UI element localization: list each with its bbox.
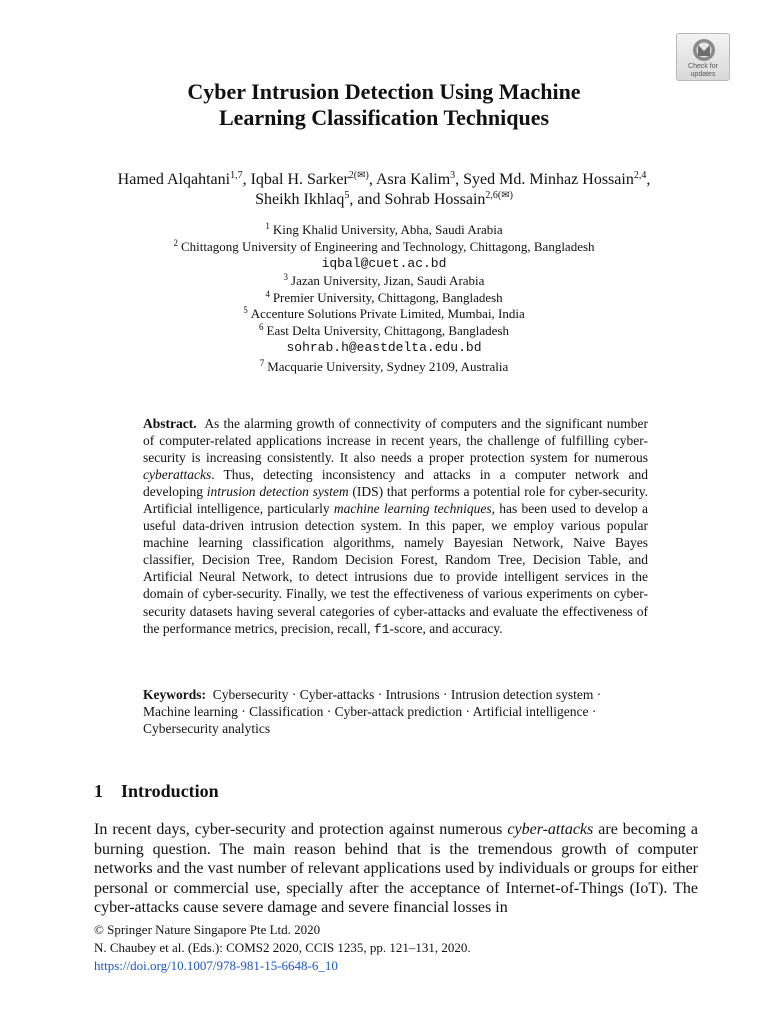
section-number: 1 — [94, 781, 103, 801]
affiliation-email[interactable]: iqbal@cuet.ac.bd — [321, 256, 447, 271]
keywords — [143, 686, 648, 737]
author-name: Sheikh Ikhlaq — [255, 191, 345, 208]
author-name: Asra Kalim — [375, 171, 451, 188]
author-name: Iqbal H. Sarker — [250, 171, 349, 188]
author-name: Syed Md. Minhaz Hossain — [463, 171, 634, 188]
affiliation-text: Premier University, Chittagong, Bangladesh — [272, 290, 503, 305]
affiliation — [84, 239, 684, 255]
affiliation — [84, 306, 684, 322]
abstract-emphasis: machine learning techniques — [333, 501, 492, 517]
affiliation-email[interactable]: sohrab.h@eastdelta.edu.bd — [286, 340, 482, 355]
intro-emphasis: cyber-attacks — [507, 821, 594, 838]
paper-title-line-1: Cyber Intrusion Detection Using Machine — [187, 79, 581, 104]
check-for-updates-badge[interactable] — [676, 33, 730, 81]
author-list-line-2: Sheikh Ikhlaq$^5$, and Sohrab Hossain$^{2,6(✉)}$ — [255, 190, 513, 208]
abstract-label: Abstract. — [143, 416, 197, 431]
paper-title-line-2: Learning Classification Techniques — [218, 105, 550, 130]
crossmark-icon — [690, 37, 718, 63]
author-affiliation-marker: 1,7 — [230, 170, 243, 181]
author-name: Sohrab Hossain — [384, 191, 486, 208]
author-affiliation-marker: 2,6(✉) — [485, 190, 513, 201]
affiliation-text: Jazan University, Jizan, Saudi Arabia — [291, 273, 485, 288]
keywords-label: Keywords: — [143, 687, 206, 702]
affiliation-number: 3 — [283, 272, 289, 282]
author-affiliation-marker: 2(✉) — [348, 170, 369, 181]
affiliation — [84, 323, 684, 339]
abstract-text: -score, and accuracy. — [389, 620, 503, 636]
section-title: Introduction — [121, 781, 219, 801]
author-affiliation-marker: 5 — [344, 190, 350, 201]
author-affiliation-marker: 2,4 — [633, 170, 647, 181]
affiliation-number: 6 — [259, 322, 264, 332]
affiliation-number: 1 — [265, 221, 270, 231]
affiliation — [84, 359, 684, 375]
abstract-metric: f1 — [373, 621, 390, 637]
intro-paragraph — [94, 820, 698, 918]
affiliation-text: Chittagong University of Engineering and Technology, Chittagong, Bangladesh — [180, 239, 595, 254]
affiliation-number: 7 — [259, 358, 265, 368]
affiliation-number: 2 — [173, 238, 178, 248]
section-heading — [94, 780, 219, 802]
affiliation-text: King Khalid University, Abha, Saudi Arabia — [272, 222, 503, 237]
abstract-text: , has been used to develop a useful data-driven intrusion detection system. In this paper, we employ various popular machine learning classification algorithms, namely Bayesian Network, Naive Bayes classifier, Decision Tree, Random Decision Forest, Random Tree, Decision Table, and Artificial Neural Network, to detect intrusions due to provide intelligent services in the domain of cyber-security. Finally, we test the effectiveness of various experiments on cyber-security datasets having several categories of cyber-attacks and evaluate the effectiveness of the performance metrics, precision, recall, — [143, 501, 649, 636]
copyright: © Springer Nature Singapore Pte Ltd. 2020 — [94, 922, 321, 937]
badge-line-2: updates — [690, 71, 716, 78]
badge-line-1: Check for — [688, 63, 718, 70]
affiliation — [84, 290, 684, 306]
abstract-text: . Thus, detecting inconsistency and attacks in a computer network and developing — [143, 467, 648, 500]
abstract-emphasis: cyberattacks — [143, 467, 212, 483]
abstract-text: (IDS) that performs a potential role for cyber-security. Artificial intelligence, particularly — [143, 484, 649, 517]
affiliation-text: Accenture Solutions Private Limited, Mumbai, India — [250, 306, 525, 321]
affiliation-number: 4 — [265, 289, 270, 299]
intro-text: are becoming a burning question. The main reason behind that is the tremendous growth of computer networks and the vast number of relevant applications used by individuals or groups for either personal or commercial use, specially after the acceptance of Internet-of-Things (IoT). The cyber-attacks cause severe damage and severe financial losses in — [94, 821, 699, 917]
keywords-text: Cybersecurity · Cyber-attacks · Intrusions · Intrusion detection system · Machine learning · Classification · Cyber-attack prediction · Artificial intelligence · Cybersecurity analytics — [143, 687, 602, 737]
affiliation — [84, 222, 684, 238]
author-list-line-1: Hamed Alqahtani$^{1,7}$, Iqbal H. Sarker$^{2(✉)}$, Asra Kalim$^3$, Syed Md. Minhaz Hossain$^{2,4}$, — [117, 170, 651, 188]
footer — [94, 921, 471, 975]
abstract-text: As the alarming growth of connectivity of computers and the significant number of computer-related applications increase in recent years, the challenge of fulfilling cyber-security is increasing consistently. It also needs a proper protection system for numerous — [143, 416, 648, 466]
author-name: Hamed Alqahtani — [117, 171, 231, 188]
author-affiliation-marker: 3 — [450, 170, 456, 181]
badge-label — [677, 63, 729, 79]
citation: N. Chaubey et al. (Eds.): COMS2 2020, CCIS 1235, pp. 121–131, 2020. — [94, 940, 471, 955]
affiliation — [84, 273, 684, 289]
affiliation-number: 5 — [243, 305, 248, 315]
abstract — [143, 415, 648, 638]
affiliation-text: Macquarie University, Sydney 2109, Australia — [267, 359, 509, 374]
doi-link[interactable]: https://doi.org/10.1007/978-981-15-6648-6_10 — [94, 958, 338, 973]
abstract-emphasis: intrusion detection system — [206, 484, 349, 500]
affiliation-text: East Delta University, Chittagong, Bangladesh — [266, 323, 509, 338]
intro-text: In recent days, cyber-security and protection against numerous — [94, 821, 503, 838]
